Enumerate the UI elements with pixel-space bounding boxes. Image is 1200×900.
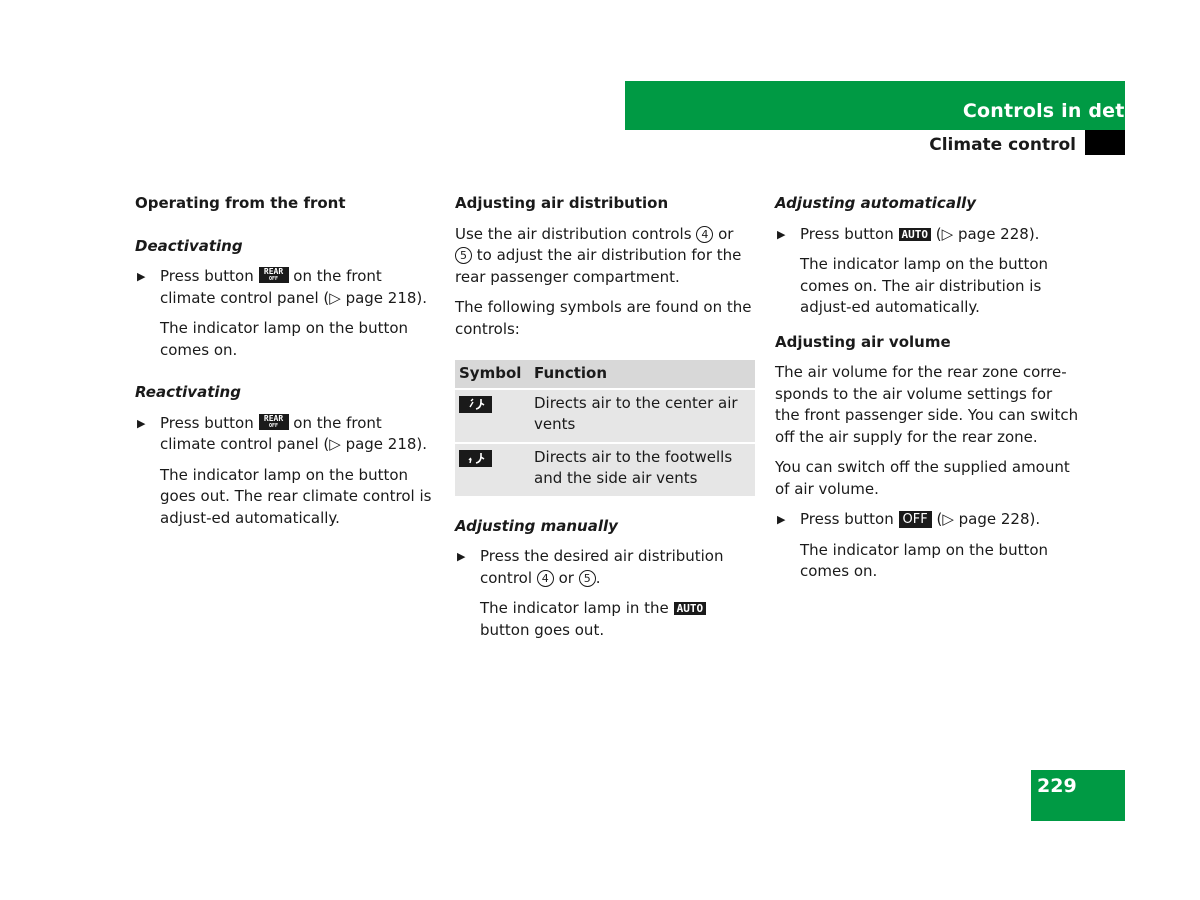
volume-paragraph-2: You can switch off the supplied amount of air volume. (775, 458, 1070, 498)
section-title: Controls in detail (962, 100, 1151, 122)
section-marker (1085, 130, 1125, 155)
control-4-badge: 4 (537, 570, 554, 587)
step-arrow-icon: ▶ (777, 513, 786, 526)
row-function: Directs air to the footwells and the side air vents (530, 444, 755, 496)
step-auto: ▶ Press button AUTO (▷ page 228). (775, 224, 1080, 246)
step-arrow-icon: ▶ (457, 550, 466, 563)
control-4-badge: 4 (696, 226, 713, 243)
result-manual: The indicator lamp in the AUTO button goes out. (455, 598, 755, 641)
column-2 (455, 193, 755, 650)
heading-air-distribution: Adjusting air distribution (455, 194, 669, 212)
step-off: ▶ Press button OFF (▷ page 228). (775, 509, 1080, 531)
step-arrow-icon: ▶ (137, 270, 146, 283)
subsection-title: Climate control (929, 135, 1076, 155)
symbol-table (455, 358, 755, 498)
volume-paragraph-1: The air volume for the rear zone corre-sponds to the air volume settings for the front passenger side. You can switch off the air supply for the rear zone. (775, 363, 1079, 446)
heading-adjusting-manually: Adjusting manually (455, 516, 618, 535)
rear-off-button-icon: REAR OFF (259, 414, 289, 430)
column-3 (775, 193, 1080, 592)
auto-button-icon: AUTO (899, 228, 932, 241)
row-function: Directs air to the center air vents (530, 390, 755, 442)
rear-off-button-icon: REAR OFF (259, 267, 289, 283)
step-deactivate: ▶ Press button REAR OFF on the front climate control panel (▷ page 218). (137, 267, 428, 307)
result-reactivate: The indicator lamp on the button goes out. The rear climate control is adjust-ed automatically. (160, 465, 432, 527)
auto-button-icon: AUTO (674, 602, 707, 615)
result-auto: The indicator lamp on the button comes on. The air distribution is adjust-ed automatically. (800, 255, 1049, 316)
intro-paragraph: Use the air distribution controls 4 or 5 to adjust the air distribution for the rear passenger compartment. (455, 224, 742, 286)
heading-reactivating: Reactivating (135, 383, 241, 401)
footwell-vent-icon (459, 450, 492, 467)
result-deactivate: The indicator lamp on the button comes on. (160, 319, 409, 359)
page-number: 229 (1037, 775, 1077, 797)
step-reactivate: ▶ Press button REAR OFF on the front climate control panel (▷ page 218). (137, 413, 428, 453)
table-header-function: Function (530, 360, 755, 388)
control-5-badge: 5 (455, 247, 472, 264)
center-vent-icon (459, 396, 492, 413)
step-manual: ▶ Press the desired air distribution control 4 or 5 . (457, 547, 724, 587)
table-header-symbol: Symbol (455, 360, 530, 388)
heading-air-volume: Adjusting air volume (775, 332, 951, 351)
heading-deactivating: Deactivating (135, 236, 243, 255)
step-arrow-icon: ▶ (777, 227, 786, 241)
table-row (455, 390, 755, 442)
heading-adjusting-automatically: Adjusting automatically (775, 194, 976, 212)
symbols-paragraph: The following symbols are found on the controls: (455, 298, 752, 338)
control-5-badge: 5 (579, 570, 596, 587)
result-off: The indicator lamp on the button comes on. (800, 540, 1049, 580)
heading-operating-front: Operating from the front (135, 194, 346, 212)
table-row (455, 444, 755, 496)
off-button-icon: OFF (899, 511, 932, 528)
step-arrow-icon: ▶ (137, 416, 146, 430)
column-1 (135, 193, 435, 538)
